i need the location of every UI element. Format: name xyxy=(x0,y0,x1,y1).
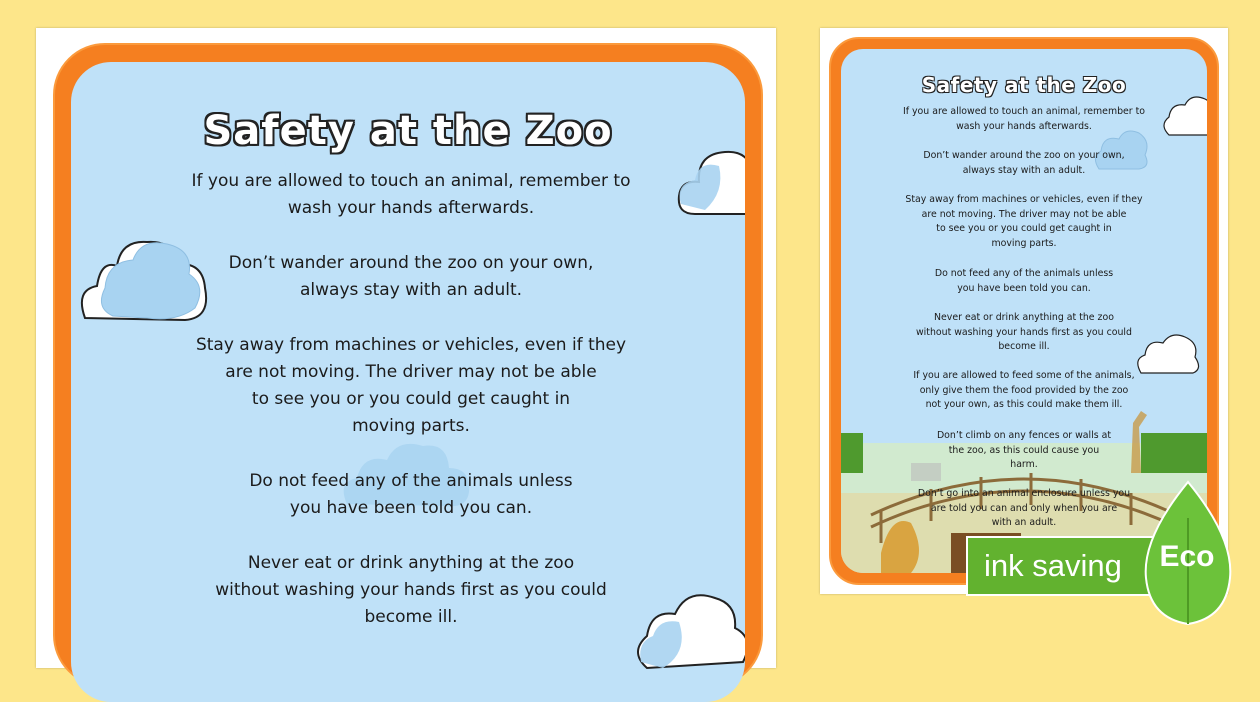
preview-title: Safety at the Zoo xyxy=(921,73,1127,97)
poster-frame xyxy=(53,43,763,687)
preview-rule: If you are allowed to touch an animal, remember to wash your hands afterwards. xyxy=(902,106,1146,132)
rule-paragraph: Don’t wander around the zoo on your own, always stay with an adult. xyxy=(228,253,594,300)
poster-title: Safety at the Zoo xyxy=(203,108,613,154)
poster-sky xyxy=(71,62,745,702)
rule-paragraph: Do not feed any of the animals unless you have been told you can. xyxy=(249,471,573,518)
rule-paragraph: Never eat or drink anything at the zoo without washing your hands first as you could become ill. xyxy=(215,553,607,627)
preview-rule: If you are allowed to feed some of the animals, only give them the food provided by the zoo not your own, as this could make them ill. xyxy=(913,370,1135,410)
preview-rule: Stay away from machines or vehicles, even if they are not moving. The driver may not be able to see you or you could get caught in moving parts. xyxy=(905,194,1143,249)
ink-saving-text: ink saving xyxy=(984,548,1122,583)
rule-paragraph: Stay away from machines or vehicles, even if they are not moving. The driver may not be able to see you or you could get caught in moving parts. xyxy=(195,335,627,436)
rule-paragraph: If you are allowed to touch an animal, remember to wash your hands afterwards. xyxy=(191,171,631,218)
preview-rule: Don’t go into an animal enclosure unless you are told you can and only when you are with an adult. xyxy=(917,488,1131,528)
preview-rule: Never eat or drink anything at the zoo without washing your hands first as you could become ill. xyxy=(916,312,1132,352)
eco-label: Eco xyxy=(1159,540,1215,573)
preview-rule: Don’t climb on any fences or walls at the zoo, as this could cause you harm. xyxy=(936,430,1112,470)
preview-rule: Do not feed any of the animals unless you have been told you can. xyxy=(934,268,1114,294)
poster-large xyxy=(36,28,776,668)
preview-rule: Don’t wander around the zoo on your own, always stay with an adult. xyxy=(923,150,1125,176)
